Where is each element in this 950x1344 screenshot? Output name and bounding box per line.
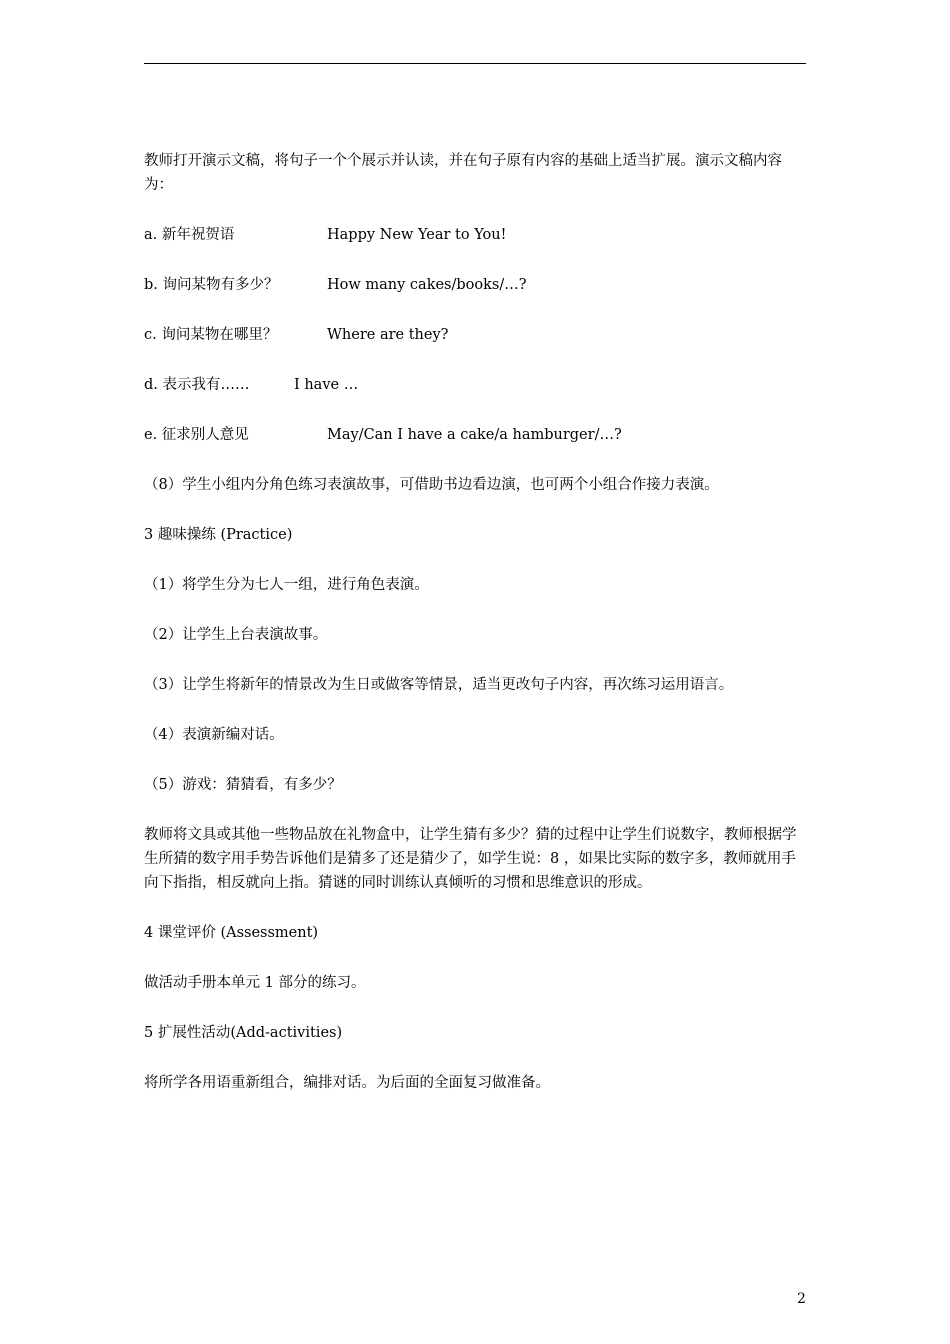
- sentence-c: [144, 323, 808, 347]
- sentence-a: [144, 223, 808, 247]
- practice-item-5: （5）游戏：猜猜看，有多少？: [144, 777, 342, 793]
- page-number: 2: [797, 1291, 806, 1307]
- section-4-text: 做活动手册本单元 1 部分的练习。: [144, 975, 366, 991]
- sentence-label: c. 询问某物在哪里？: [144, 327, 278, 343]
- sentence-b: [144, 273, 808, 297]
- sentence-english: May/Can I have a cake/a hamburger/…?: [327, 427, 622, 443]
- step-8: （8）学生小组内分角色练习表演故事，可借助书边看边演，也可两个小组合作接力表演。: [144, 477, 719, 493]
- document-body: [144, 149, 808, 1095]
- game-description: 教师将文具或其他一些物品放在礼物盒中，让学生猜有多少？猜的过程中让学生们说数字，教师根据学生所猜的数字用手势告诉他们是猜多了还是猜少了，如学生说：8 ，如果比实际的数字多，教师就用手向下指指，相反就向上指。猜谜的同时训练认真倾听的习惯和思维意识的形成。: [144, 827, 797, 891]
- practice-item-1: （1）将学生分为七人一组，进行角色表演。: [144, 577, 429, 593]
- sentence-d: [144, 373, 808, 397]
- practice-item-2: （2）让学生上台表演故事。: [144, 627, 328, 643]
- section-4-heading: 4 课堂评价 (Assessment): [144, 925, 319, 941]
- sentence-english: How many cakes/books/…?: [327, 277, 527, 293]
- sentence-english: I have …: [294, 377, 359, 393]
- sentence-e: [144, 423, 808, 447]
- intro-paragraph: 教师打开演示文稿，将句子一个个展示并认读，并在句子原有内容的基础上适当扩展。演示文稿内容为：: [144, 153, 782, 193]
- practice-item-3: （3）让学生将新年的情景改为生日或做客等情景，适当更改句子内容，再次练习运用语言。: [144, 677, 734, 693]
- section-5-heading: 5 扩展性活动(Add-activities): [144, 1025, 343, 1041]
- sentence-english: Happy New Year to You!: [327, 227, 507, 243]
- sentence-english: Where are they?: [327, 327, 449, 343]
- practice-item-4: （4）表演新编对话。: [144, 727, 284, 743]
- sentence-label: a. 新年祝贺语: [144, 227, 235, 243]
- sentence-label: d. 表示我有……: [144, 377, 250, 393]
- section-3-heading: 3 趣味操练 (Practice): [144, 527, 293, 543]
- sentence-label: e. 征求别人意见: [144, 427, 249, 443]
- sentence-label: b. 询问某物有多少？: [144, 277, 279, 293]
- section-5-text: 将所学各用语重新组合，编排对话。为后面的全面复习做准备。: [144, 1075, 550, 1091]
- header-rule: [144, 63, 806, 64]
